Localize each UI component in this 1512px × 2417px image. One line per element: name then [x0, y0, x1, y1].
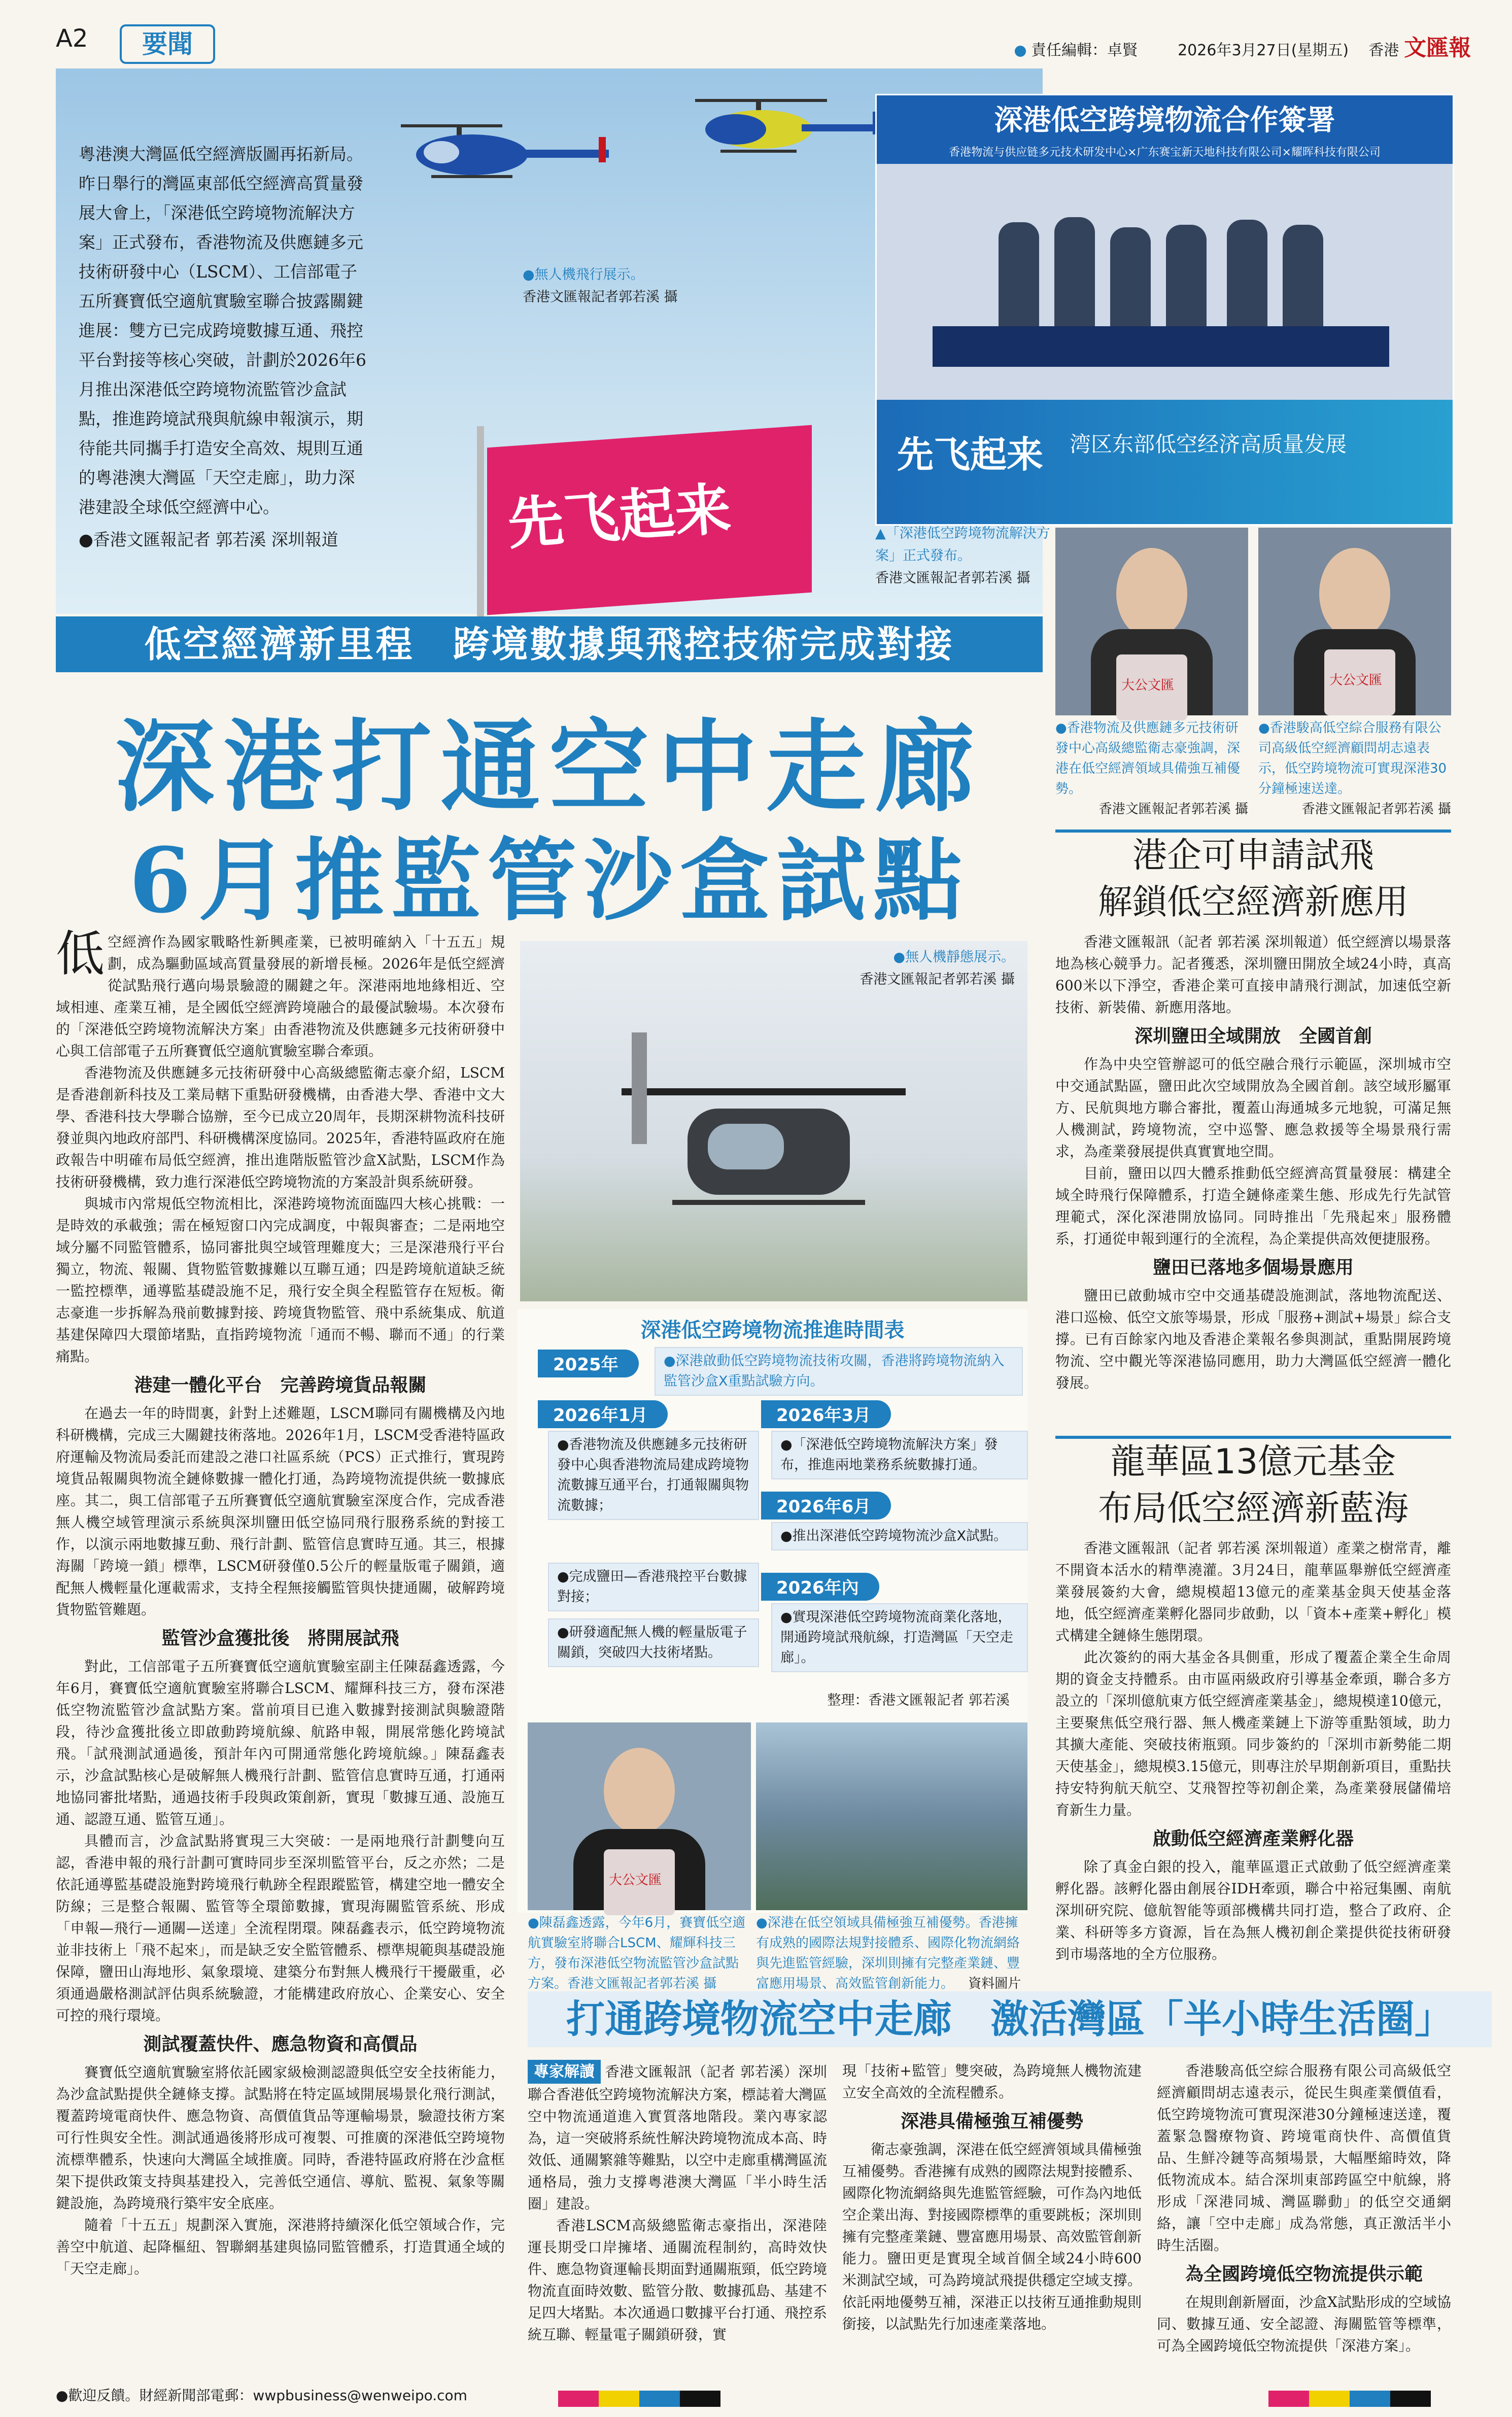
- lead-paragraph: [79, 140, 368, 555]
- paragraph: 目前，鹽田以四大體系推動低空經濟高質量發展：構建全域全時飛行保障體系，打造全鏈條產業生態、形成先行先試管理範式，深化深港開放協同。同時推出「先飛起來」服務體系，打通從申報到運行的全流程，為企業提供高效便捷服務。: [1055, 1165, 1451, 1247]
- flag-text: 先飞起来: [505, 476, 733, 557]
- timeline-entry: [771, 1603, 1028, 1672]
- entry-text: ●深港啟動低空跨境物流技術攻關，香港將跨境物流納入監管沙盒X重點試驗方向。: [664, 1353, 1005, 1389]
- paragraph: 對此，工信部電子五所賽寶低空適航實驗室副主任陳磊鑫透露，今年6月，賽寶低空適航實驗室將聯合LSCM、耀輝科技三方，發布深港低空物流監管沙盒試點方案。當前項目已進入數據對接測試與驗證階段，待沙盒獲批後立即啟動跨境航線、航路申報，開展常態化跨境試飛。「試飛測試通過後，預計年內可開通常態化跨境航線。」陳磊鑫表示，沙盒試點核心是破解無人機飛行計劃、監管信息實時互通，打通兩地協同審批堵點，通過技術手段與政策創新，實現「數據互通、設施互通、認證互通、監管互通」。: [56, 1658, 505, 1827]
- print-colorbar: [1268, 2391, 1309, 2407]
- helicopter-icon: [396, 107, 619, 193]
- print-colorbar: [1390, 2391, 1431, 2407]
- story-hk-trial: [1055, 830, 1451, 1394]
- paragraph: 香港物流及供應鏈多元技術研發中心高級總監衛志豪介紹，LSCM是香港創新科技及工業局轄下重點研發機構，由香港大學、香港中文大學、香港科技大學聯合協辦，至今已成立20周年，長期深耕物流科技研發並與內地政府部門、科研機構深度協同。2025年，香港特區政府在施政報告中明確布局低空經濟，推出進階版監管沙盒X試點，LSCM作為技術研發機構，致力進行深港低空跨境物流的方案設計與系統研發。: [56, 1064, 505, 1190]
- timeline-entry: [548, 1431, 759, 1520]
- paragraph: 在規則創新層面，沙盒X試點形成的空域協同、數據互通、安全認證、海關監管等標準，可為全國跨境低空物流提供「深港方案」。: [1157, 2294, 1451, 2354]
- subheading: 深港具備極強互補優勢: [900, 2111, 1083, 2132]
- section-tag: 要聞: [120, 24, 215, 64]
- caption-text: ●無人機飛行展示。: [523, 267, 644, 283]
- expert-col1: [528, 2060, 827, 2374]
- paper-prefix: 香港: [1368, 42, 1399, 59]
- bottom-band: [528, 1991, 1492, 2047]
- portrait-photo: [1258, 528, 1451, 715]
- timeline-label: 2025年: [538, 1350, 639, 1377]
- mic-logo: 大公文匯: [609, 1873, 662, 1888]
- paragraph: 香港文匯報訊（記者 郭若溪）深圳聯合香港低空跨境物流解決方案，標誌着大灣區空中物流通道進入實質落地階段。業內專家認為，這一突破將系統性解決跨境物流成本高、時效低、通關繁雜等難點，以空中走廊重構灣區流通格局，強力支撐粵港澳大灣區「半小時生活圈」建設。: [528, 2063, 827, 2212]
- paragraph: 與城市內常規低空物流相比，深港跨境物流面臨四大核心挑戰：一是時效的承載強；需在極短窗口內完成調度，中報與審查；二是兩地空域分屬不同監管體系，協同審批與空域管理難度大；三是深港飛行平台獨立，物流、報關、貨物監管數據難以互聯互通；四是跨境航道缺乏統一監控標準，通導監基礎設施不足，飛行安全與全程監管存在短板。衛志豪進一步拆解為飛前數據對接、跨境貨物監管、飛中系統集成、航道基建保障四大環節堵點，直指跨境物流「通而不暢、聯而不通」的行業痛點。: [56, 1195, 505, 1365]
- caption-credit: 香港文匯報記者郭若溪 攝: [1098, 802, 1248, 817]
- band-text: 低空經濟新里程 跨境數據與飛控技術完成對接: [144, 623, 954, 666]
- story-heading: 布局低空經濟新藍海: [1097, 1489, 1408, 1529]
- story-longhua-fund: [1055, 1436, 1451, 1965]
- paragraph: 香港文匯報訊（記者 郭若溪 深圳報道）低空經濟以場景落地為核心競爭力。記者獲悉，深圳鹽田開放全域24小時，真高600米以下淨空，香港企業可直接申請飛行測試，加速低空新技術、新裝備、新應用落地。: [1055, 934, 1451, 1016]
- paragraph: 鹽田已啟動城市空中交通基礎設施測試，落地物流配送、港口巡檢、低空文旅等場景，形成「服務+測試+場景」綜合支撐。已有百餘家內地及香港企業報名參與測試，重點開展跨境物流、空中觀光等深港協同應用，助力大灣區低空經濟一體化發展。: [1055, 1287, 1451, 1391]
- dropcap: 低: [56, 925, 105, 982]
- drone-static-caption: [781, 946, 1015, 991]
- paragraph: 香港文匯報訊（記者 郭若溪 深圳報道）產業之樹常青，離不開資本活水的精準澆灌。3月24日，龍華區舉辦低空經濟產業發展簽約大會，總規模超13億元的產業基金與天使基金落地，低空經濟產業孵化器同步啟動，以「資本+產業+孵化」模式構建全鏈條生態閉環。: [1055, 1540, 1451, 1644]
- subheading: 啟動低空經濟產業孵化器: [1152, 1828, 1354, 1849]
- caption-text: ▲「深港低空跨境物流解決方案」正式發布。: [875, 526, 1050, 564]
- entry-text: ●「深港低空跨境物流解決方案」發布，推進兩地業務系統數據打通。: [780, 1437, 998, 1473]
- caption-text: ●陳磊鑫透露，今年6月，賽寶低空適航實驗室將聯合LSCM、耀輝科技三方，發布深港低空物流監管沙盒試點方案。香港文匯報記者郭若溪 攝: [528, 1915, 746, 1991]
- caption-credit: 香港文匯報記者郭若溪 攝: [523, 289, 678, 305]
- caption-credit: 資料圖片: [968, 1976, 1021, 1991]
- headline-line2: 6月推監管沙盒試點: [129, 828, 970, 933]
- subheading: 鹽田已落地多個場景應用: [1152, 1257, 1354, 1278]
- timeline-label: 2026年3月: [761, 1400, 891, 1428]
- paragraph: 在過去一年的時間裏，針對上述難題，LSCM聯同有關機構及內地科研機構，完成三大關鍵技術落地。2026年1月，LSCM受香港特區政府運輸及物流局委託而建設之港口社區系統（PCS）正式推行，實現跨境貨品報關與物流全鏈條數據一體化打通，為跨境物流提供統一數據底座。其二，與工信部電子五所賽寶低空適航實驗室深度合作，完成香港無人機空域管理演示系統與深圳鹽田低空協同飛行服務系統的對接工作，以演示兩地數據互動、飛行計劃、監管信息實時互通。其三，根據海關「跨境一鎖」標準，LSCM研發僅0.5公斤的輕量版電子關鎖，適配無人機輕量化運載需求，支持全程無接觸監管與快捷通關，破解跨境貨物監管難題。: [56, 1405, 505, 1618]
- timeline-title: 深港低空跨境物流推進時間表: [640, 1319, 905, 1342]
- city-caption: [756, 1913, 1027, 1994]
- entry-text: ●研發適配無人機的輕量版電子關鎖，突破四大技術堵點。: [557, 1625, 747, 1661]
- footer-feedback: ●歡迎反饋。財經新聞部電郵：wwpbusiness@wenweipo.com: [56, 2387, 467, 2404]
- paragraph: 空經濟作為國家戰略性新興產業，已被明確納入「十五五」規劃，成為驅動區域高質量發展的新增長極。2026年是低空經濟從試點飛行邁向場景驗證的關鍵之年。深港兩地地緣相近、空域相連、產業互補，是全國低空經濟跨境融合的最優試驗場。本次發布的「深港低空跨境物流解決方案」由香港物流及供應鏈多元技術研發中心與工信部電子五所賽寶低空適航實驗室聯合牽頭。: [56, 934, 505, 1059]
- issue-date: 2026年3月27日(星期五): [1178, 42, 1349, 59]
- story-heading: 龍華區13億元基金: [1110, 1442, 1396, 1482]
- stage-text: 湾区东部低空经济高质量发展: [1070, 432, 1347, 457]
- story-heading: 港企可申請試飛: [1132, 836, 1374, 876]
- expert-tag: 專家解讀: [528, 2060, 601, 2084]
- timeline-entry: [655, 1347, 1023, 1396]
- paragraph: 賽寶低空適航實驗室將依託國家級檢測認證與低空安全技術能力，為沙盒試點提供全鏈條支撐。試點將在特定區域開展場景化飛行測試，覆蓋跨境電商快件、應急物資、高價值貨品等運輸場景，驗證技術方案可行性與安全性。測試通過後將形成可複製、可推廣的深港低空跨境物流標準體系，快速向大灣區全域推廣。同時，香港特區政府將在沙盒框架下提供政策支持與基建投入，完善低空通信、導航、監視、氣象等關鍵設施，為跨境飛行築牢安全底座。: [56, 2064, 505, 2212]
- signing-photo: [875, 94, 1454, 526]
- paragraph: 此次簽約的兩大基金各具側重，形成了覆蓋企業全生命周期的資金支持體系。由市區兩級政府引導基金牽頭，聯合多方設立的「深圳億航東方低空經濟產業基金」，總規模達10億元，主要聚焦低空飛行器、無人機產業鏈上下游等重點領域，助力其擴大產能、突破技術瓶頸。同步簽約的「深圳市新勢能二期天使基金」，總規模3.15億元，則專注於早期創新項目，重點扶持安特狗航天航空、艾飛智控等初創企業，為產業發展儲備培育新生力量。: [1055, 1649, 1451, 1818]
- caption-text: ●香港駿高低空綜合服務有限公司高級低空經濟顧問胡志遠表示，低空跨境物流可實現深港30分鐘極速送達。: [1258, 720, 1447, 797]
- timeline-label: 2026年1月: [538, 1400, 668, 1428]
- timeline-entry: [548, 1563, 759, 1611]
- subheading: 港建一體化平台 完善跨境貨品報關: [134, 1375, 427, 1396]
- paragraph: 作為中央空管辦認可的低空融合飛行示範區，深圳城市空中交通試點區，鹽田此次空域開放為全國首創。該空域形屬軍方、民航與地方聯合審批，覆蓋山海通城多元地貌，可滿足無人機測試，跨境物流，空中巡警、應急救援等全場景飛行需求，為產業發展提供真實實地空間。: [1055, 1056, 1451, 1160]
- signing-sub: 香港物流与供应链多元技术研发中心×广东赛宝新天地科技有限公司×耀晖科技有限公司: [949, 146, 1381, 159]
- print-colorbar: [1309, 2391, 1350, 2407]
- subheading: 為全國跨境低空物流提供示範: [1185, 2264, 1423, 2285]
- paragraph: 隨着「十五五」規劃深入實施，深港將持續深化低空領域合作，完善空中航道、起降樞紐、智聯網基建與協同監管體系，打造貫通全域的「天空走廊」。: [56, 2217, 505, 2277]
- paragraph: 香港駿高低空綜合服務有限公司高級低空經濟顧問胡志遠表示，從民生與產業價值看，低空跨境物流可實現深港30分鐘極速送達，覆蓋緊急醫療物資、跨境電商快件、高價值貨品、生鮮冷鏈等高頻場景，大幅壓縮時效，降低物流成本。結合深圳東部跨區空中航線，將形成「深港同城、灣區聯動」的低空交通網絡，讓「空中走廊」成為常態，真正激活半小時生活圈。: [1157, 2062, 1451, 2254]
- headline-band: [56, 616, 1043, 672]
- timeline-credit: 整理：香港文匯報記者 郭若溪: [827, 1693, 1010, 1708]
- caption-credit: 香港文匯報記者郭若溪 攝: [875, 570, 1030, 586]
- helicopter-icon: [675, 89, 888, 165]
- entry-text: ●推出深港低空跨境物流沙盒X試點。: [780, 1528, 1008, 1544]
- timeline-entry: [771, 1522, 1028, 1550]
- lead-byline: ●香港文匯報記者 郭若溪 深圳報道: [79, 530, 338, 549]
- caption-credit: 香港文匯報記者郭若溪 攝: [860, 972, 1015, 987]
- entry-text: ●實現深港低空跨境物流商業化落地，開通跨境試飛航線，打造灣區「天空走廊」。: [780, 1609, 1013, 1666]
- print-colorbar: [558, 2391, 599, 2407]
- mic-logo: 大公文匯: [1329, 673, 1383, 688]
- editor: 責任編輯：卓賢: [1031, 42, 1138, 59]
- print-colorbar: [1350, 2391, 1390, 2407]
- bullet-icon: [1015, 46, 1026, 57]
- mic-logo: 大公文匯: [1121, 678, 1175, 693]
- header-meta: [1015, 29, 1471, 62]
- main-article: [56, 925, 505, 2277]
- bottom-band-text: 打通跨境物流空中走廊 激活灣區「半小時生活圈」: [566, 1996, 1453, 2042]
- portrait-photo: [1055, 528, 1248, 715]
- drone-static-photo: [520, 941, 1027, 1301]
- subheading: 深圳鹽田全域開放 全國首創: [1134, 1026, 1372, 1047]
- expert-col3: [1157, 2060, 1451, 2374]
- portrait2-caption: [1258, 718, 1451, 819]
- signing-table: [933, 326, 1389, 367]
- paragraph: 現「技術+監管」雙突破，為跨境無人機物流建立安全高效的全流程體系。: [842, 2062, 1142, 2101]
- print-colorbar: [639, 2391, 680, 2407]
- portrait1-caption: [1055, 718, 1248, 819]
- caption-text: ●無人機靜態展示。: [893, 949, 1015, 965]
- caption-text: ●香港物流及供應鏈多元技術研發中心高級總監衛志豪強調，深港在低空經濟領域具備強互補優勢。: [1055, 720, 1241, 797]
- caption-text: ●深港在低空領域具備極強互補優勢。香港擁有成熟的國際法規對接體系、國際化物流網絡與先進監管經驗，深圳則擁有完整產業鏈、豐富應用場景、高效監管創新能力。: [756, 1915, 1020, 1991]
- paper-logo: 文匯報: [1404, 35, 1471, 61]
- headline-line1: 深港打通空中走廊: [115, 709, 984, 825]
- caption-credit: 香港文匯報記者郭若溪 攝: [1301, 802, 1451, 817]
- subheading: 監管沙盒獲批後 將開展試飛: [161, 1628, 399, 1649]
- signing-caption: [875, 523, 1068, 590]
- timeline-label: 2026年內: [761, 1573, 879, 1601]
- stage-logo: 先飞起来: [897, 433, 1044, 476]
- chen-photo: [528, 1722, 751, 1910]
- lead-text: 粵港澳大灣區低空經濟版圖再拓新局。昨日舉行的灣區東部低空經濟高質量發展大會上，「深港低空跨境物流解決方案」正式發布，香港物流及供應鏈多元技術研發中心（LSCM）、工信部電子五所賽寶低空適航實驗室聯合披露關鍵進展：雙方已完成跨境數據互通、飛控平台對接等核心突破，計劃於2026年6月推出深港低空跨境物流監管沙盒試點，推進跨境試飛與航線申報演示，期待能共同攜手打造安全高效、規則互通的粵港澳大灣區「天空走廊」，助力深港建設全球低空經濟中心。: [79, 144, 366, 517]
- paragraph: 香港LSCM高級總監衛志豪指出，深港陸運長期受口岸擁堵、通關流程制約，高時效快件、應急物資運輸長期面對通關瓶頸，低空跨境物流直面時效數、監管分散、數據孤島、基建不足四大堵點。本次通過口數據平台打通、飛控系統互聯、輕量電子關鎖研發，實: [528, 2217, 827, 2343]
- timeline-label: 2026年6月: [761, 1492, 891, 1520]
- story-heading: 解鎖低空經濟新應用: [1097, 882, 1408, 922]
- entry-text: ●完成鹽田—香港飛控平台數據對接；: [557, 1569, 747, 1605]
- city-photo: [756, 1722, 1027, 1910]
- chen-caption: [528, 1913, 751, 1994]
- signing-banner: 深港低空跨境物流合作簽署: [877, 95, 1453, 164]
- timeline-entry: [548, 1618, 759, 1667]
- flag-pole: [477, 426, 484, 629]
- expert-col2: [842, 2060, 1142, 2374]
- paragraph: 衛志豪強調，深港在低空經濟領域具備極強互補優勢。香港擁有成熟的國際法規對接體系、國際化物流網絡與先進監管經驗，可作為內地低空企業出海、對接國際標準的重要跳板；深圳則擁有完整產業鏈、豐富應用場景、高效監管創新能力。鹽田更是實現全域首個全域24小時600米測試空域，可為跨境試飛提供穩定空域支撐。依託兩地優勢互補，深港正以技術互通推動規則銜接，以試點先行加速產業落地。: [842, 2141, 1142, 2332]
- page-number: A2: [56, 24, 88, 53]
- print-colorbar: [680, 2391, 720, 2407]
- timeline-entry: [771, 1431, 1028, 1479]
- paragraph: 具體而言，沙盒試點將實現三大突破：一是兩地飛行計劃雙向互認，香港申報的飛行計劃可實時同步至深圳監管平台，反之亦然；二是依託通導監基礎設施對跨境飛行軌跡全程跟蹤監管，構建空地一體安全防線；三是整合報關、監管等全環節數據，實現海關監管系統、形成「申報—飛行—通關—送達」全流程閉環。陳磊鑫表示，低空跨境物流並非技術上「飛不起來」，而是缺乏安全監管體系、標準規範與基礎設施保障，鹽田山海地形、氣象環境、建築分布對無人機飛行干擾嚴重，必須通過嚴格測試評估與系統驗證，才能構建政府放心、企業安心、安全可控的飛行環境。: [56, 1833, 505, 2024]
- subheading: 測試覆蓋快件、應急物資和高價品: [143, 2034, 418, 2055]
- drone-flight-caption: [523, 264, 786, 308]
- entry-text: ●香港物流及供應鏈多元技術研發中心與香港物流局建成跨境物流數據互通平台，打通報關與物流數據；: [557, 1437, 749, 1513]
- print-colorbar: [599, 2391, 639, 2407]
- paragraph: 除了真金白銀的投入，龍華區還正式啟動了低空經濟產業孵化器。該孵化器由創展谷IDH牽頭，聯合中裕冠集團、南航深圳研究院、億航智能等頭部機構共同打造，整合了政府、企業、科研等多方資源，旨在為無人機初創企業提供從技術研發到市場落地的全方位服務。: [1055, 1858, 1451, 1962]
